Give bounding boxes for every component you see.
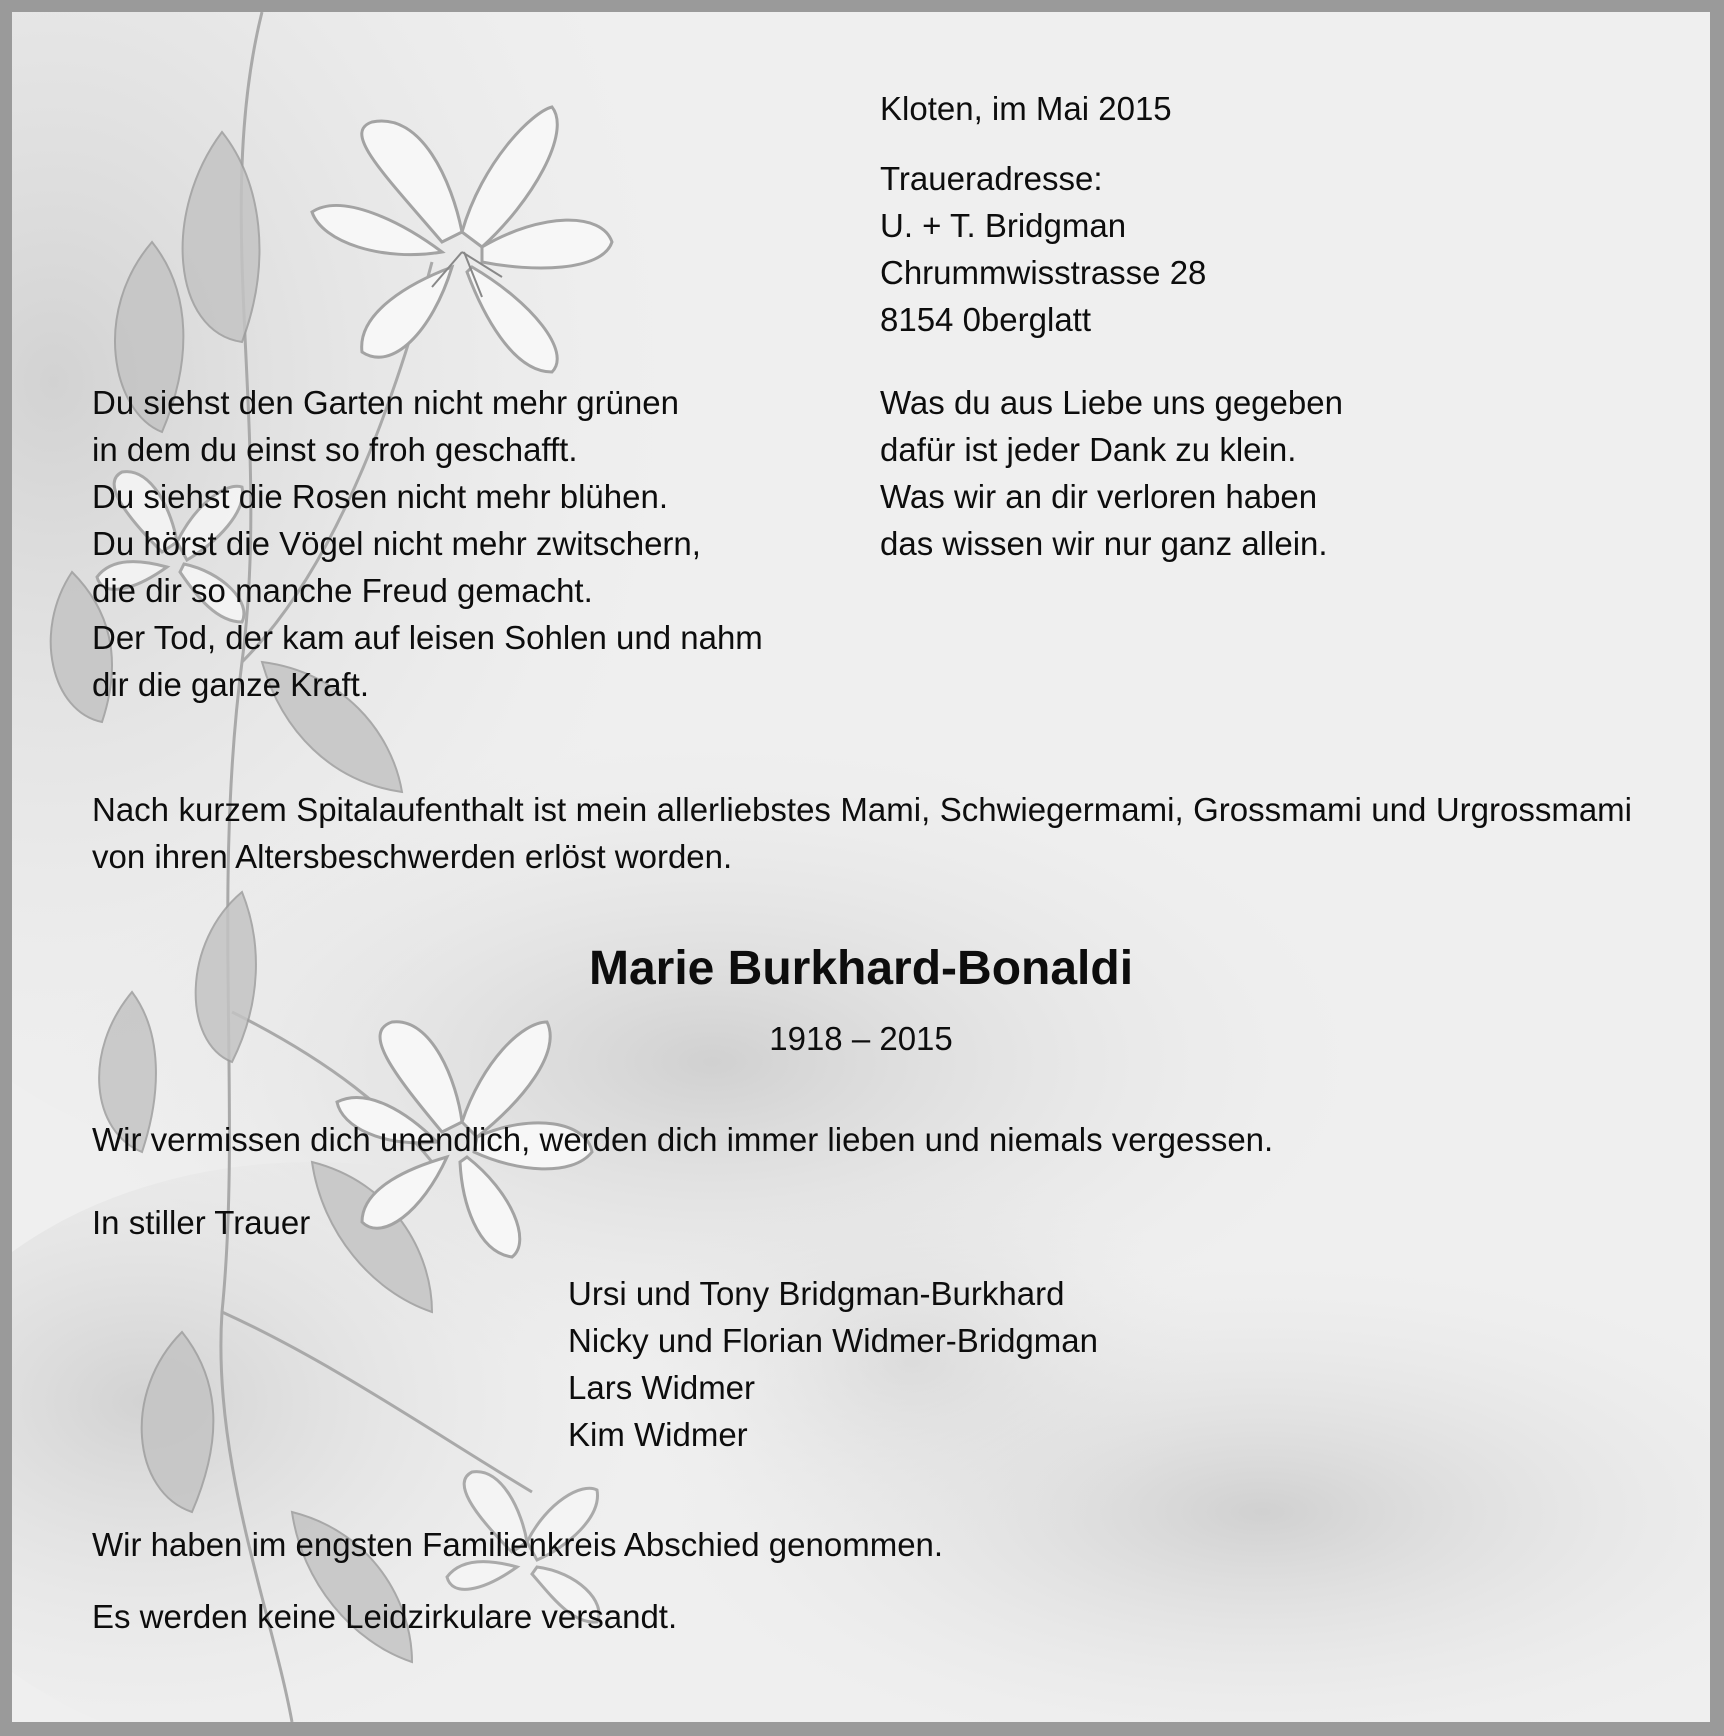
poem-line: Was wir an dir verloren haben (880, 478, 1318, 515)
life-years: 1918 – 2015 (769, 1020, 953, 1057)
mourners-list (568, 1270, 1098, 1458)
poem-line: das wissen wir nur ganz allein. (880, 525, 1328, 562)
place-date: Kloten, im Mai 2015 (880, 90, 1172, 127)
mourner-name: Lars Widmer (568, 1369, 756, 1406)
address-line: U. + T. Bridgman (880, 207, 1127, 244)
poem-left (92, 379, 763, 708)
mourning-label: In stiller Trauer (92, 1204, 311, 1241)
poem-line: Der Tod, der kam auf leisen Sohlen und nahm (92, 619, 763, 656)
deceased-name: Marie Burkhard-Bonaldi (588, 942, 1134, 995)
address-label: Traueradresse: (880, 160, 1103, 197)
poem-line: dafür ist jeder Dank zu klein. (880, 431, 1297, 468)
mourner-name: Ursi und Tony Bridgman-Burkhard (568, 1275, 1065, 1312)
poem-right (880, 379, 1343, 567)
poem-line: dir die ganze Kraft. (92, 666, 369, 703)
farewell-note: Wir haben im engsten Familienkreis Abschied genommen. (92, 1526, 944, 1563)
poem-line: Du siehst die Rosen nicht mehr blühen. (92, 478, 668, 515)
poem-line: Du siehst den Garten nicht mehr grünen (92, 384, 679, 421)
announcement-text: Nach kurzem Spitalaufenthalt ist mein allerliebstes Mami, Schwiegermami, Grossmami und Urgrossmami von ihren Altersbeschwerden erlöst worden. (92, 791, 1632, 875)
mourner-name: Nicky und Florian Widmer-Bridgman (568, 1322, 1098, 1359)
address-line: Chrummwisstrasse 28 (880, 254, 1207, 291)
poem-line: Was du aus Liebe uns gegeben (880, 384, 1343, 421)
poem-line: die dir so manche Freud gemacht. (92, 572, 593, 609)
poem-line: in dem du einst so froh geschafft. (92, 431, 578, 468)
mourner-name: Kim Widmer (568, 1416, 748, 1453)
poem-line: Du hörst die Vögel nicht mehr zwitschern, (92, 525, 701, 562)
farewell-message: Wir vermissen dich unendlich, werden dich immer lieben und niemals vergessen. (92, 1121, 1274, 1158)
obituary-card (12, 12, 1710, 1722)
address-line: 8154 0berglatt (880, 301, 1092, 338)
mourning-address (880, 155, 1206, 343)
no-circulars-note: Es werden keine Leidzirkulare versandt. (92, 1598, 678, 1635)
